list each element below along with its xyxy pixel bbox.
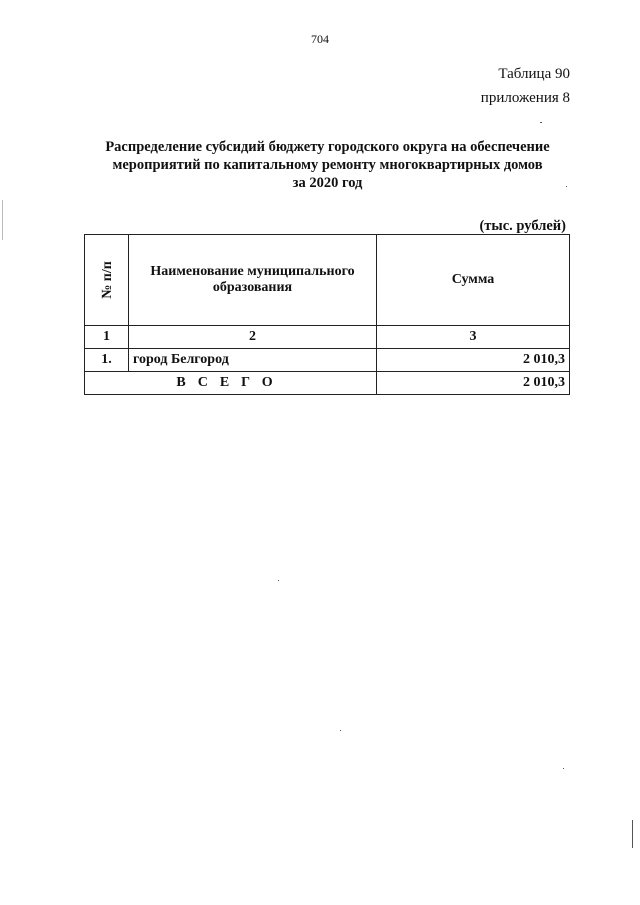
total-label: ВСЕГО [85,372,377,395]
total-row [85,372,570,395]
scan-speck [566,186,567,187]
title-line-1: Распределение субсидий бюджету городского округа на обеспечение [105,139,550,155]
row-municipality: город Белгород [129,349,377,372]
scan-speck [540,122,542,123]
appendix-number: приложения 8 [480,90,570,106]
header-name-cell: Наименование муниципального образования [129,235,377,326]
title-line-2: мероприятий по капитальному ремонту многоквартирных домов [112,157,543,173]
scan-speck [563,768,564,769]
table-number: Таблица 90 [498,66,570,82]
subsidy-table [84,234,570,395]
column-numbers-row [85,326,570,349]
scan-edge-mark [2,200,3,240]
row-amount: 2 010,3 [377,349,570,372]
scan-speck [278,580,279,581]
scan-edge-mark [632,820,633,848]
table-reference [481,62,570,110]
header-amount-cell: Сумма [377,235,570,326]
column-number-3: 3 [377,326,570,349]
total-amount: 2 010,3 [377,372,570,395]
title-line-3: за 2020 год [292,175,363,191]
column-number-2: 2 [129,326,377,349]
table-row [85,349,570,372]
scan-speck [340,730,341,731]
units-label: (тыс. рублей) [479,218,566,234]
column-number-1: 1 [85,326,129,349]
header-number-cell [85,235,129,326]
document-title [85,138,570,192]
row-index: 1. [85,349,129,372]
header-number: № п/п [99,261,115,299]
page-number: 704 [311,32,329,46]
table-header-row [85,235,570,326]
